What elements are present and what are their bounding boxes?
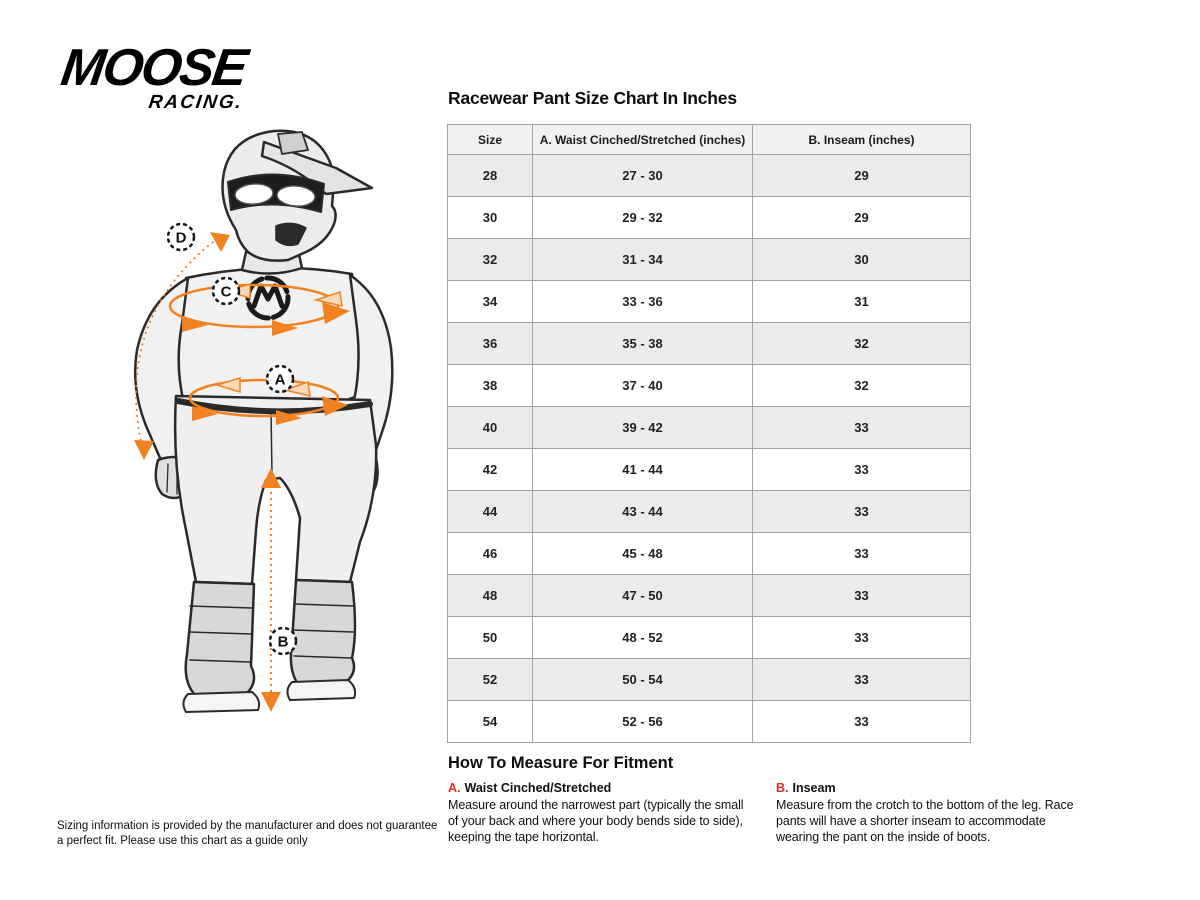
rider-illustration-svg — [40, 110, 440, 750]
table-cell: 37 - 40 — [533, 365, 753, 407]
table-row — [448, 323, 971, 365]
size-chart-title: Racewear Pant Size Chart In Inches — [448, 88, 737, 108]
table-row — [448, 617, 971, 659]
table-cell: 35 - 38 — [533, 323, 753, 365]
measure-letter-b: B. — [776, 781, 789, 795]
measure-letter-a: A. — [448, 781, 461, 795]
table-cell: 30 — [448, 197, 533, 239]
table-cell: 43 - 44 — [533, 491, 753, 533]
inseam-arrow-bottom — [261, 692, 281, 712]
size-table-body — [448, 155, 971, 743]
table-cell: 54 — [448, 701, 533, 743]
table-row — [448, 197, 971, 239]
table-row — [448, 407, 971, 449]
table-cell: 27 - 30 — [533, 155, 753, 197]
table-cell: 33 — [753, 533, 971, 575]
table-cell: 29 — [753, 155, 971, 197]
table-cell: 31 — [753, 281, 971, 323]
disclaimer-text: Sizing information is provided by the manufacturer and does not guarantee a perfect fit. Please use this chart as a guide only — [57, 820, 438, 847]
howto-heading: How To Measure For Fitment — [448, 754, 674, 772]
table-cell: 52 — [448, 659, 533, 701]
helmet-vent — [278, 132, 308, 154]
table-row — [448, 155, 971, 197]
table-cell: 42 — [448, 449, 533, 491]
table-cell: 41 - 44 — [533, 449, 753, 491]
table-row — [448, 533, 971, 575]
table-cell: 48 - 52 — [533, 617, 753, 659]
measure-item-inseam — [776, 780, 1080, 845]
logo-sub-text: RACING. — [147, 91, 245, 113]
table-cell: 39 - 42 — [533, 407, 753, 449]
pants-fly-line — [271, 410, 272, 476]
table-cell: 52 - 56 — [533, 701, 753, 743]
table-cell: 33 — [753, 407, 971, 449]
table-cell: 32 — [753, 323, 971, 365]
table-cell: 40 — [448, 407, 533, 449]
table-cell: 33 - 36 — [533, 281, 753, 323]
table-cell: 48 — [448, 575, 533, 617]
table-cell: 32 — [448, 239, 533, 281]
logo-brand-text: MOOSE — [57, 39, 250, 97]
table-cell: 47 - 50 — [533, 575, 753, 617]
table-row — [448, 239, 971, 281]
table-cell: 50 — [448, 617, 533, 659]
table-cell: 34 — [448, 281, 533, 323]
table-cell: 29 - 32 — [533, 197, 753, 239]
size-table — [447, 124, 971, 743]
table-row — [448, 491, 971, 533]
table-row — [448, 575, 971, 617]
size-table-header-row — [448, 125, 971, 155]
left-boot — [186, 582, 254, 696]
table-cell: 33 — [753, 701, 971, 743]
measure-body-waist: Measure around the narrowest part (typically the small of your back and where your body bends side to side), keeping the tape horizontal. — [448, 798, 744, 844]
measure-title-text: Waist Cinched/Stretched — [464, 781, 612, 795]
col-header-waist: A. Waist Cinched/Stretched (inches) — [533, 125, 753, 155]
table-cell: 44 — [448, 491, 533, 533]
col-header-inseam: B. Inseam (inches) — [753, 125, 971, 155]
moose-racing-logo — [55, 39, 264, 114]
table-cell: 46 — [448, 533, 533, 575]
pants — [175, 396, 376, 584]
right-boot-sole — [287, 680, 355, 700]
table-cell: 30 — [753, 239, 971, 281]
table-cell: 31 - 34 — [533, 239, 753, 281]
table-cell: 29 — [753, 197, 971, 239]
table-cell: 28 — [448, 155, 533, 197]
table-cell: 33 — [753, 617, 971, 659]
table-cell: 38 — [448, 365, 533, 407]
left-boot-sole — [183, 692, 259, 712]
badge-a-letter: A — [274, 371, 286, 389]
rider-measurement-illustration — [40, 110, 440, 750]
badge-d-letter: D — [175, 229, 187, 247]
table-cell: 32 — [753, 365, 971, 407]
measure-title-text: Inseam — [792, 781, 836, 795]
measure-title-waist — [448, 780, 744, 796]
sleeve-arrow-bottom — [134, 440, 154, 460]
table-cell: 33 — [753, 491, 971, 533]
table-cell: 33 — [753, 575, 971, 617]
table-row — [448, 449, 971, 491]
badge-c-letter: C — [220, 283, 232, 301]
badge-b-letter: B — [277, 633, 289, 651]
table-row — [448, 701, 971, 743]
table-row — [448, 659, 971, 701]
table-cell: 33 — [753, 449, 971, 491]
measure-body-inseam: Measure from the crotch to the bottom of the leg. Race pants will have a shorter inseam to accommodate wearing the pant on the inside of boots. — [776, 798, 1074, 844]
measure-title-inseam — [776, 780, 1080, 796]
table-cell: 45 - 48 — [533, 533, 753, 575]
col-header-size: Size — [448, 125, 533, 155]
measure-item-waist — [448, 780, 744, 845]
table-cell: 36 — [448, 323, 533, 365]
table-row — [448, 365, 971, 407]
table-cell: 50 - 54 — [533, 659, 753, 701]
table-cell: 33 — [753, 659, 971, 701]
table-row — [448, 281, 971, 323]
